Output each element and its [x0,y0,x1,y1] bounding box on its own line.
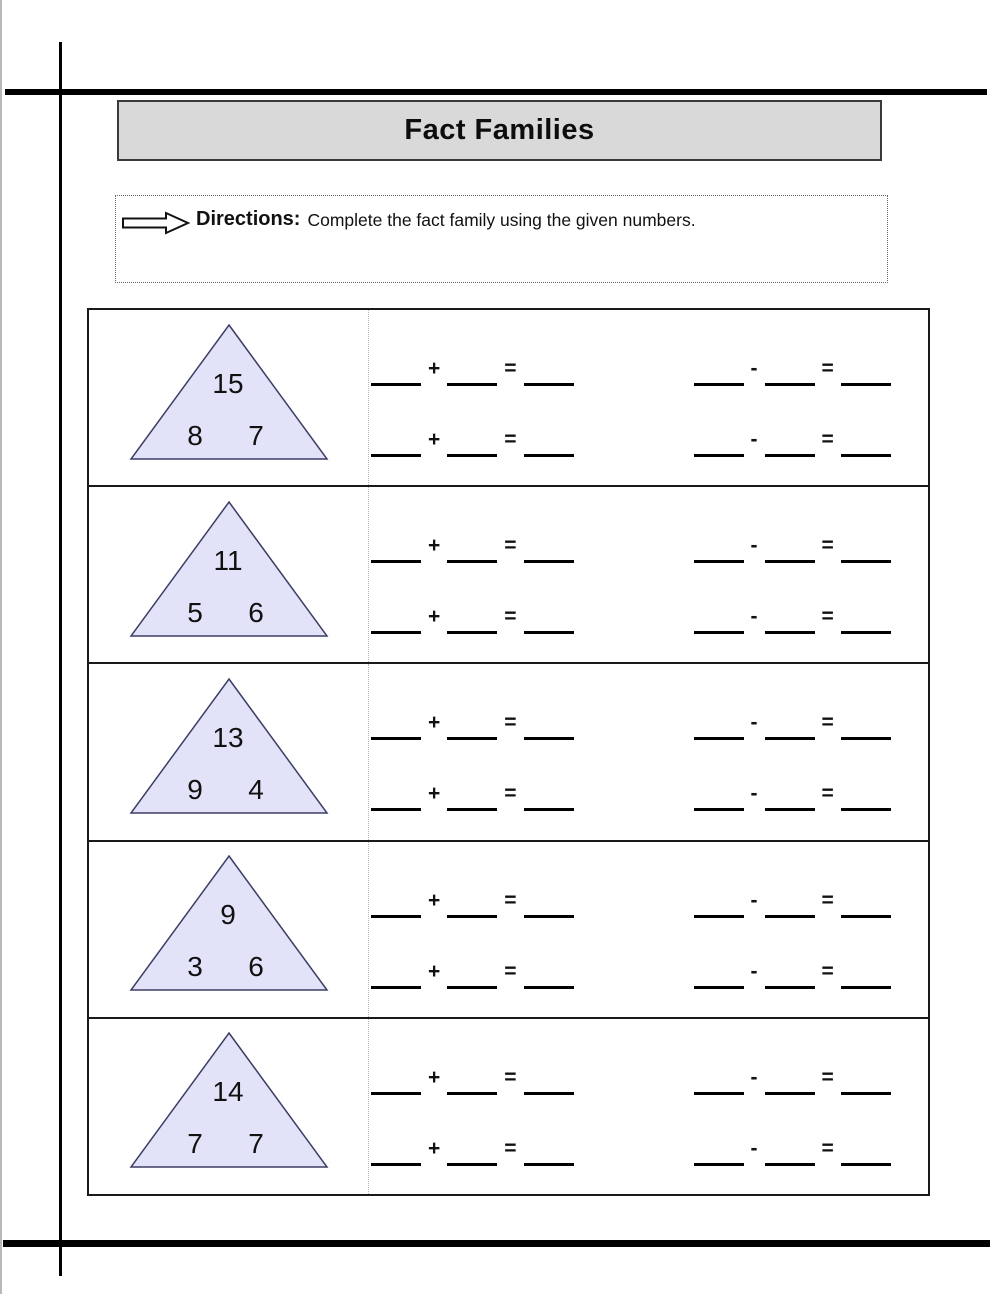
answer-blank [524,728,574,740]
addition-equation [371,594,574,634]
equation-line [369,1055,928,1095]
triangle-top-number: 14 [211,1076,244,1108]
plus-operator: + [428,1136,441,1160]
addition-equation [371,346,574,386]
answer-blank [694,551,744,563]
triangle-cell [89,310,369,485]
answer-blank [694,374,744,386]
plus-operator: + [428,605,441,629]
addition-equation [371,878,574,918]
answer-blank [371,1083,421,1095]
answer-blank [694,977,744,989]
page-rule-top [5,89,987,95]
addition-equation [371,949,574,989]
answer-blank [694,728,744,740]
answer-blank [765,1083,815,1095]
answer-blank [371,622,421,634]
equals-operator: = [504,888,517,912]
subtraction-equation [694,1055,891,1095]
answer-blank [447,799,497,811]
fact-triangle-icon [128,499,330,639]
subtraction-equation [694,594,891,634]
fact-family-row [89,1017,928,1194]
addition-equation [371,523,574,563]
fact-triangle-icon [128,1030,330,1170]
answer-blank [447,906,497,918]
equation-line [369,417,928,457]
answer-blank [371,445,421,457]
equation-line [369,700,928,740]
addition-equation [371,417,574,457]
answer-blank [841,374,891,386]
plus-operator: + [428,888,441,912]
subtraction-equation [694,771,891,811]
answer-blank [694,799,744,811]
answer-blank [841,1083,891,1095]
addition-equation [371,700,574,740]
margin-rule-vertical [59,42,62,1276]
triangle-cell [89,842,369,1017]
triangle-left-number: 9 [186,774,203,805]
answer-blank [694,1154,744,1166]
triangle-top-number: 15 [211,367,244,399]
answer-blank [371,551,421,563]
triangle-cell [89,664,369,839]
directions-box [115,195,888,283]
answer-blank [765,1154,815,1166]
page-rule-bottom [3,1240,990,1247]
fact-triangle-icon [128,676,330,816]
answer-blank [524,799,574,811]
answer-blank [841,977,891,989]
fact-triangle-icon [128,322,330,462]
equation-line [369,878,928,918]
plus-operator: + [428,428,441,451]
subtraction-equation [694,949,891,989]
equals-operator: = [504,782,517,806]
equals-operator: = [504,605,517,629]
minus-operator: - [750,357,758,380]
answer-blank [524,622,574,634]
answer-blank [765,551,815,563]
answer-blank [694,906,744,918]
answer-blank [447,622,497,634]
directions-text: Complete the fact family using the given numbers. [307,210,696,230]
answer-blank [841,799,891,811]
equals-operator: = [821,428,834,451]
triangle-right-number: 7 [247,1128,264,1160]
minus-operator: - [750,959,758,983]
answer-blank [765,622,815,634]
equations-cell [369,487,928,662]
answer-blank [694,1083,744,1095]
answer-blank [371,977,421,989]
triangle-right-number: 4 [247,774,264,805]
fact-family-row [89,485,928,662]
equation-line [369,949,928,989]
directions-label: Directions: [196,208,301,230]
triangle-top-number: 9 [219,899,236,931]
answer-blank [371,728,421,740]
minus-operator: - [750,1136,758,1160]
worksheet-table [87,308,930,1196]
equals-operator: = [504,959,517,983]
answer-blank [765,728,815,740]
equations-cell [369,842,928,1017]
page-left-edge [0,0,2,1294]
equals-operator: = [504,428,517,451]
answer-blank [447,551,497,563]
equation-line [369,523,928,563]
addition-equation [371,1126,574,1166]
subtraction-equation [694,346,891,386]
answer-blank [765,799,815,811]
answer-blank [371,906,421,918]
plus-operator: + [428,534,441,558]
answer-blank [765,374,815,386]
equals-operator: = [504,357,517,380]
answer-blank [765,445,815,457]
answer-blank [765,977,815,989]
answer-blank [524,374,574,386]
answer-blank [447,445,497,457]
equation-line [369,1126,928,1166]
answer-blank [694,622,744,634]
fact-family-row [89,310,928,485]
equals-operator: = [504,1136,517,1160]
plus-operator: + [428,711,441,735]
right-block-arrow-icon [121,210,191,241]
answer-blank [841,1154,891,1166]
answer-blank [447,728,497,740]
subtraction-equation [694,878,891,918]
triangle-left-number: 3 [186,951,203,983]
equations-cell [369,1019,928,1194]
equals-operator: = [504,534,517,558]
equations-cell [369,310,928,485]
title-banner [117,100,882,161]
equals-operator: = [821,605,834,629]
subtraction-equation [694,523,891,563]
triangle-left-number: 5 [186,596,203,628]
minus-operator: - [750,1065,758,1089]
equals-operator: = [821,1065,834,1089]
equals-operator: = [821,711,834,735]
equals-operator: = [821,357,834,380]
equation-line [369,346,928,386]
answer-blank [841,728,891,740]
answer-blank [447,374,497,386]
triangle-cell [89,487,369,662]
minus-operator: - [750,782,758,806]
equals-operator: = [821,888,834,912]
equals-operator: = [821,534,834,558]
fact-family-row [89,662,928,839]
equation-line [369,771,928,811]
answer-blank [447,1154,497,1166]
answer-blank [765,906,815,918]
minus-operator: - [750,711,758,735]
answer-blank [371,1154,421,1166]
answer-blank [841,906,891,918]
answer-blank [524,1083,574,1095]
triangle-left-number: 8 [186,419,203,451]
triangle-left-number: 7 [186,1128,203,1160]
triangle-top-number: 13 [211,722,244,753]
fact-triangle-icon [128,853,330,993]
triangle-right-number: 6 [247,951,264,983]
equals-operator: = [821,782,834,806]
answer-blank [524,1154,574,1166]
equals-operator: = [821,1136,834,1160]
answer-blank [371,374,421,386]
answer-blank [447,1083,497,1095]
subtraction-equation [694,417,891,457]
subtraction-equation [694,1126,891,1166]
equals-operator: = [504,711,517,735]
minus-operator: - [750,605,758,629]
minus-operator: - [750,888,758,912]
minus-operator: - [750,428,758,451]
answer-blank [371,799,421,811]
fact-family-row [89,840,928,1017]
answer-blank [524,906,574,918]
equals-operator: = [821,959,834,983]
answer-blank [841,445,891,457]
addition-equation [371,771,574,811]
answer-blank [694,445,744,457]
answer-blank [524,977,574,989]
minus-operator: - [750,534,758,558]
subtraction-equation [694,700,891,740]
triangle-top-number: 11 [212,544,243,576]
equals-operator: = [504,1065,517,1089]
answer-blank [841,622,891,634]
equations-cell [369,664,928,839]
answer-blank [841,551,891,563]
plus-operator: + [428,357,441,380]
answer-blank [524,551,574,563]
triangle-right-number: 7 [247,419,264,451]
plus-operator: + [428,959,441,983]
addition-equation [371,1055,574,1095]
page-title: Fact Families [404,114,595,146]
plus-operator: + [428,1065,441,1089]
answer-blank [524,445,574,457]
plus-operator: + [428,782,441,806]
equation-line [369,594,928,634]
triangle-cell [89,1019,369,1194]
triangle-right-number: 6 [247,596,264,628]
answer-blank [447,977,497,989]
